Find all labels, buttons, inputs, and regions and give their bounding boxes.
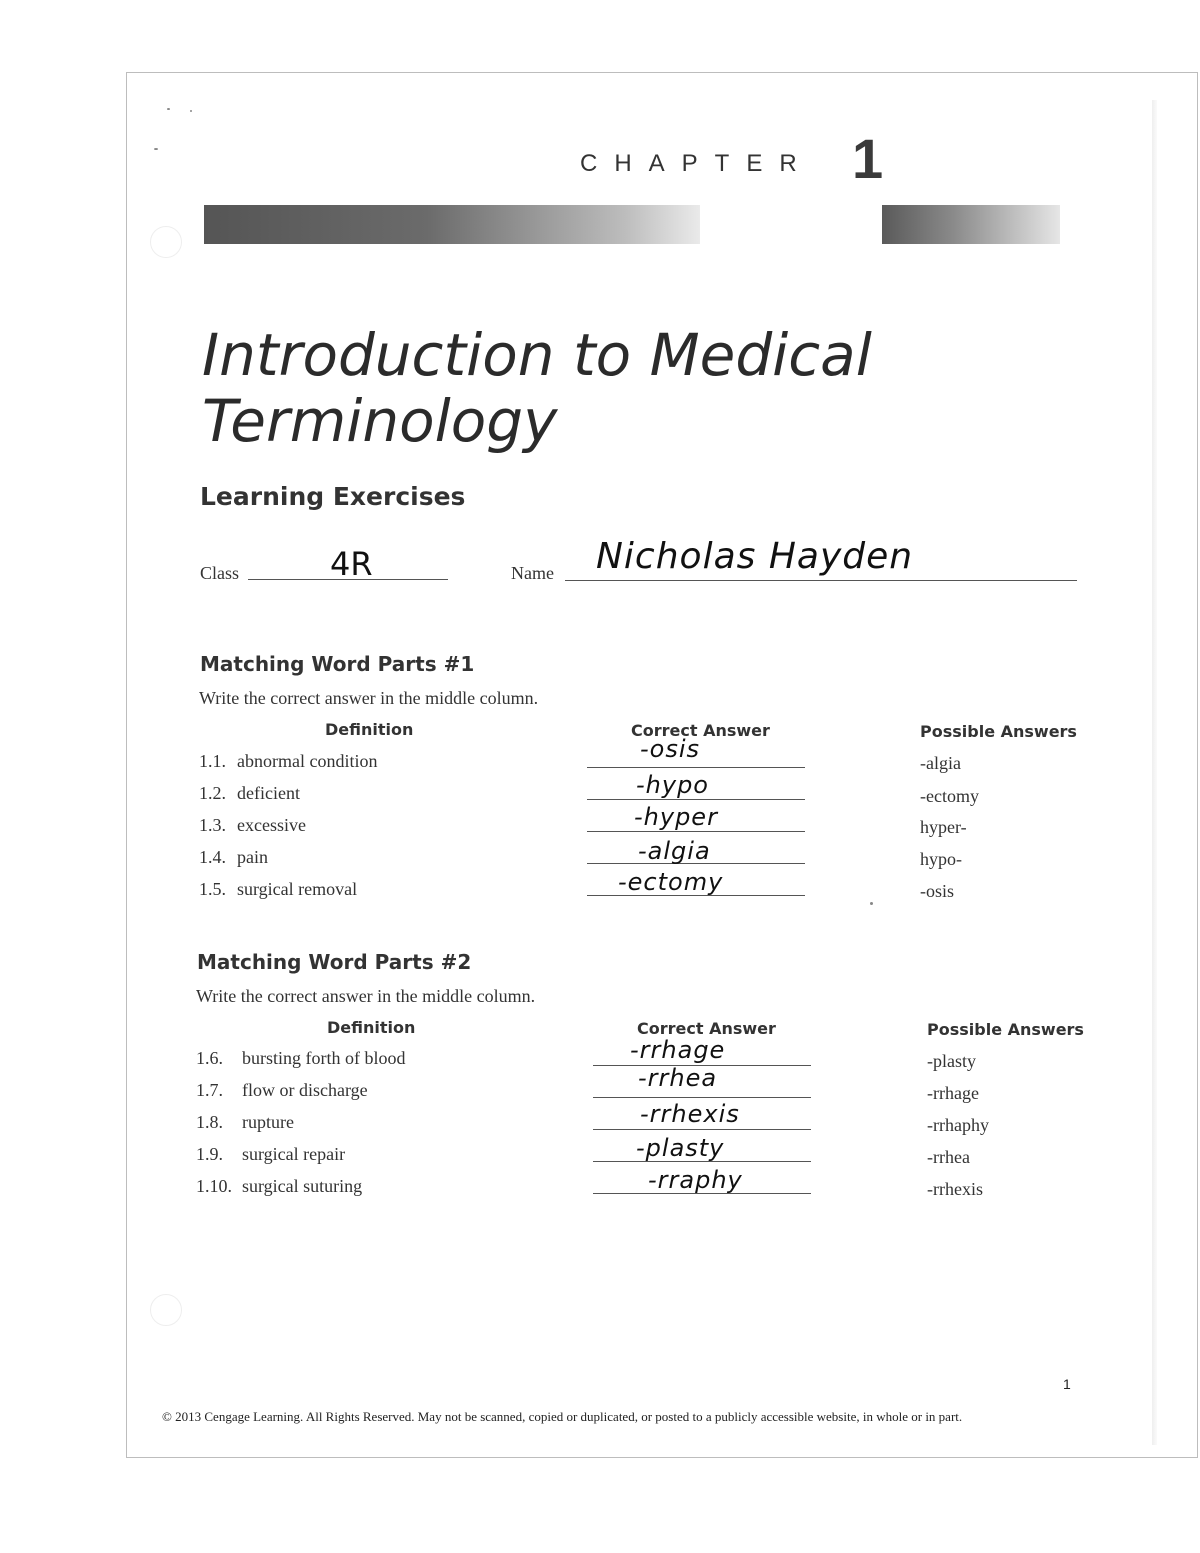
class-label: Class (200, 563, 240, 583)
possible-answer: -rrhage (927, 1083, 979, 1103)
row-definition: flow or discharge (242, 1080, 368, 1100)
answer-field[interactable]: -algia (638, 837, 711, 865)
row-definition: surgical suturing (242, 1176, 363, 1196)
scan-speck (154, 148, 158, 150)
chapter-number: 1 (852, 127, 884, 190)
section1-col-possible: Possible Answers (920, 722, 1077, 741)
binder-hole-bottom (150, 1294, 182, 1326)
answer-field[interactable]: -hyper (634, 803, 718, 831)
answer-field[interactable]: -hypo (636, 771, 709, 799)
page-edge-shadow (1152, 100, 1157, 1445)
learning-exercises-heading: Learning Exercises (200, 482, 466, 511)
row-number: 1.8. (196, 1112, 223, 1132)
row-number: 1.5. (199, 879, 226, 899)
row-number: 1.4. (199, 847, 226, 867)
answer-field[interactable]: -rrhexis (640, 1100, 740, 1128)
row-definition: surgical repair (242, 1144, 346, 1164)
name-field-line (565, 580, 1077, 581)
answer-field[interactable]: -plasty (636, 1134, 725, 1162)
chapter-banner-bar (204, 205, 700, 244)
section2-col-answer: Correct Answer (637, 1019, 776, 1038)
possible-answer: -rrhaphy (927, 1115, 989, 1135)
chapter-label: CHAPTER (580, 150, 814, 177)
name-label: Name (511, 563, 554, 583)
scan-speck (870, 902, 873, 905)
row-number: 1.1. (199, 751, 226, 771)
possible-answer: -ectomy (920, 786, 979, 806)
chapter-banner-bar-right (882, 205, 1060, 244)
row-definition: deficient (237, 783, 300, 803)
title-line-1: Introduction to Medical (202, 321, 872, 389)
answer-field[interactable]: -osis (640, 735, 701, 763)
row-number: 1.3. (199, 815, 226, 835)
title-line-2: Terminology (202, 387, 558, 455)
section2-col-possible: Possible Answers (927, 1020, 1084, 1039)
answer-line (587, 831, 805, 832)
row-definition: surgical removal (237, 879, 358, 899)
possible-answer: -osis (920, 881, 955, 901)
answer-line (593, 1129, 811, 1130)
answer-line (593, 1097, 811, 1098)
row-definition: pain (237, 847, 268, 867)
possible-answer: -rrhexis (927, 1179, 983, 1199)
section1-instruction: Write the correct answer in the middle column. (199, 688, 539, 708)
section1-title: Matching Word Parts #1 (200, 652, 475, 676)
section2-col-definition: Definition (327, 1018, 416, 1037)
scan-speck (167, 108, 170, 110)
section2-title: Matching Word Parts #2 (197, 950, 472, 974)
possible-answer: hyper- (920, 817, 967, 837)
possible-answer: -algia (920, 753, 961, 773)
possible-answer: hypo- (920, 849, 962, 869)
copyright-notice: © 2013 Cengage Learning. All Rights Reserved. May not be scanned, copied or duplicated, or posted to a publicly accessible website, in whole or in part. (162, 1409, 963, 1424)
answer-line (587, 799, 805, 800)
row-number: 1.10. (196, 1176, 232, 1196)
row-number: 1.2. (199, 783, 226, 803)
scan-speck (190, 110, 192, 112)
row-definition: abnormal condition (237, 751, 378, 771)
section2-instruction: Write the correct answer in the middle column. (196, 986, 536, 1006)
name-field[interactable]: Nicholas Hayden (596, 536, 914, 577)
binder-hole-top (150, 226, 182, 258)
class-field[interactable]: 4R (330, 545, 373, 583)
answer-field[interactable]: -rraphy (648, 1166, 743, 1194)
answer-field[interactable]: -rrhage (630, 1036, 726, 1064)
row-number: 1.6. (196, 1048, 223, 1068)
row-number: 1.7. (196, 1080, 223, 1100)
page-number: 1 (1063, 1376, 1071, 1392)
possible-answer: -rrhea (927, 1147, 970, 1167)
section1-col-definition: Definition (325, 720, 414, 739)
row-number: 1.9. (196, 1144, 223, 1164)
section1-col-answer: Correct Answer (631, 721, 770, 740)
row-definition: excessive (237, 815, 306, 835)
page-title (202, 322, 1102, 454)
answer-field[interactable]: -rrhea (638, 1064, 718, 1092)
row-definition: bursting forth of blood (242, 1048, 406, 1068)
row-definition: rupture (242, 1112, 294, 1132)
possible-answer: -plasty (927, 1051, 976, 1071)
answer-field[interactable]: -ectomy (618, 868, 724, 896)
answer-line (587, 767, 805, 768)
